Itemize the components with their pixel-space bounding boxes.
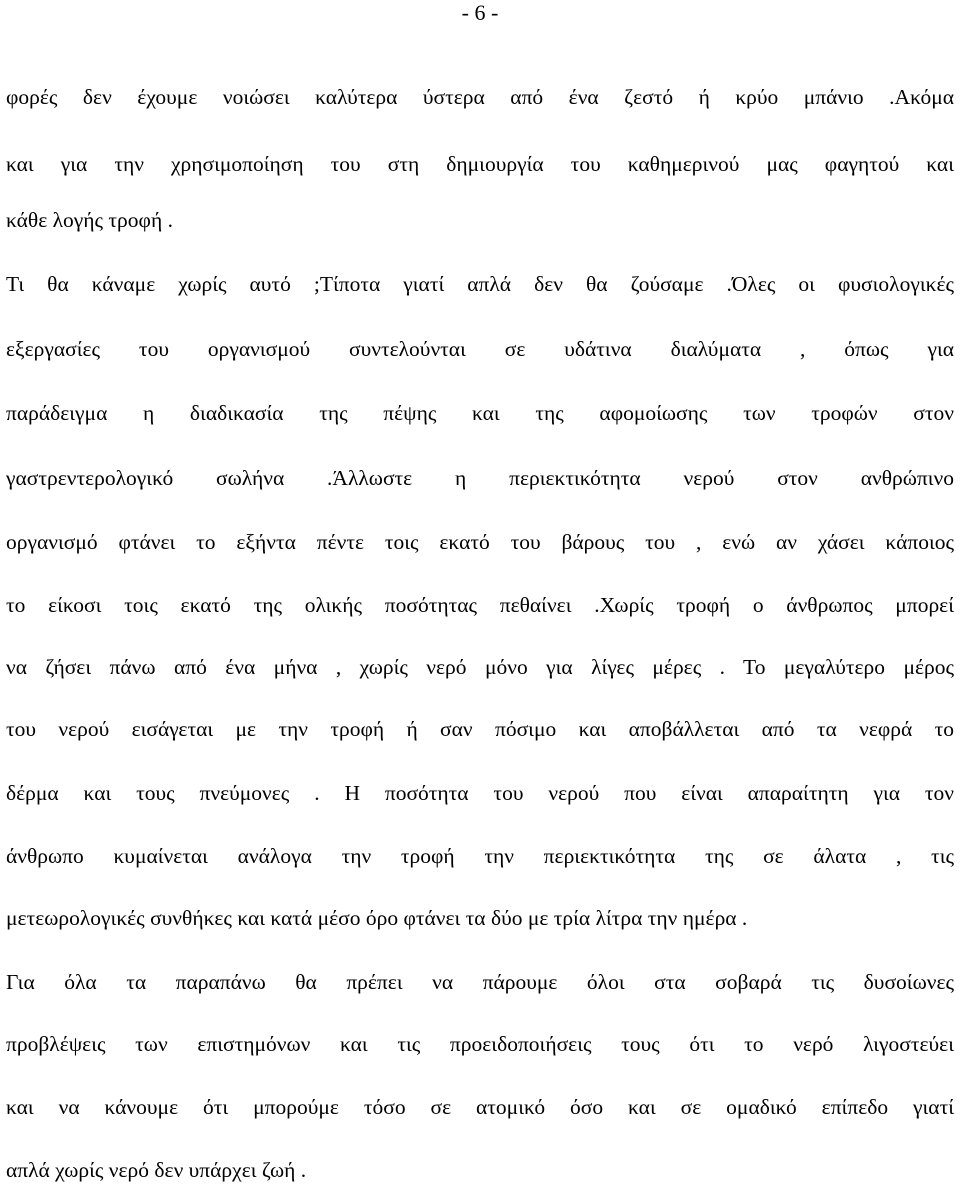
- text-line-18: απλά χωρίς νερό δεν υπάρχει ζωή .: [6, 1158, 307, 1182]
- text-line-10: να ζήσει πάνω από ένα μήνα , χωρίς νερό μόνο για λίγες μέρες . Το μεγαλύτερο μέρος: [6, 655, 954, 679]
- text-line-8: οργανισμό φτάνει το εξήντα πέντε τοις εκατό του βάρους του , ενώ αν χάσει κάποιος: [6, 530, 954, 554]
- text-line-17: και να κάνουμε ότι μπορούμε τόσο σε ατομικό όσο και σε ομαδικό επίπεδο γιατί: [6, 1095, 954, 1119]
- text-line-11: του νερού εισάγεται με την τροφή ή σαν πόσιμο και αποβάλλεται από τα νεφρά το: [6, 717, 954, 741]
- text-line-6: παράδειγμα η διαδικασία της πέψης και της αφομοίωσης των τροφών στον: [6, 401, 954, 425]
- text-line-16: προβλέψεις των επιστημόνων και τις προειδοποιήσεις τους ότι το νερό λιγοστεύει: [6, 1032, 954, 1056]
- text-line-13: άνθρωπο κυμαίνεται ανάλογα την τροφή την περιεκτικότητα της σε άλατα , τις: [6, 844, 954, 868]
- text-line-12: δέρμα και τους πνεύμονες . Η ποσότητα του νερού που είναι απαραίτητη για τον: [6, 781, 954, 805]
- text-line-5: εξεργασίες του οργανισμού συντελούνται σε υδάτινα διαλύματα , όπως για: [6, 337, 954, 361]
- page-number: - 6 -: [461, 0, 499, 25]
- text-line-2: και για την χρησιμοποίηση του στη δημιουργία του καθημερινού μας φαγητού και: [6, 152, 954, 176]
- text-line-3: κάθε λογής τροφή .: [6, 208, 173, 232]
- text-line-15: Για όλα τα παραπάνω θα πρέπει να πάρουμε όλοι στα σοβαρά τις δυσοίωνες: [6, 970, 954, 994]
- text-line-1: φορές δεν έχουμε νοιώσει καλύτερα ύστερα από ένα ζεστό ή κρύο μπάνιο .Ακόμα: [6, 85, 954, 109]
- text-line-14: μετεωρολογικές συνθήκες και κατά μέσο όρο φτάνει τα δύο με τρία λίτρα την ημέρα .: [6, 906, 748, 930]
- text-line-9: το είκοσι τοις εκατό της ολικής ποσότητας πεθαίνει .Χωρίς τροφή ο άνθρωπος μπορεί: [6, 593, 954, 617]
- text-line-7: γαστρεντερολογικό σωλήνα .Άλλωστε η περιεκτικότητα νερού στον ανθρώπινο: [6, 466, 954, 490]
- text-line-4: Τι θα κάναμε χωρίς αυτό ;Τίποτα γιατί απλά δεν θα ζούσαμε .Όλες οι φυσιολογικές: [6, 272, 954, 296]
